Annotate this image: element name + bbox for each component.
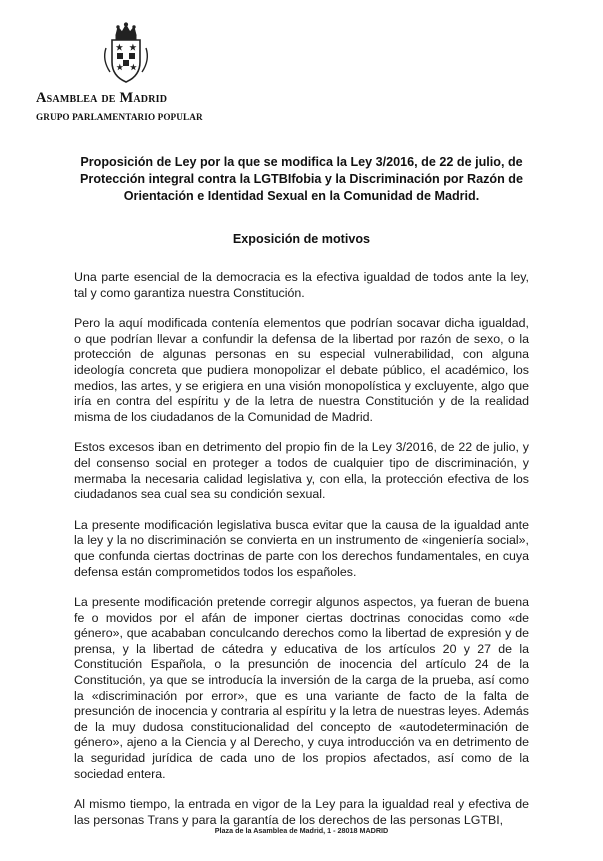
paragraph: Al mismo tiempo, la entrada en vigor de la Ley para la igualdad real y efectiva de las personas Trans y para la garantía de los derechos de las personas LGTBI, (74, 797, 529, 827)
paragraph: Estos excesos iban en detrimento del propio fin de la Ley 3/2016, de 22 de julio, y del consenso social en proteger a todos de cualquier tipo de discriminación, y mermaba la necesaria calidad legislativa y, con ella, la protección efectiva de los ciudadanos sea cual sea su condición sexual. (74, 440, 529, 502)
group-name: GRUPO PARLAMENTARIO POPULAR (36, 112, 203, 122)
org-name: Asamblea de Madrid (36, 90, 168, 106)
section-title: Exposición de motivos (232, 232, 371, 246)
paragraph: Pero la aquí modificada contenía elementos que podrían socavar dicha igualdad, o que podrían llevar a confundir la defensa de la libertad por razón de sexo, o la protección de algunas personas en su especial vulnerabilidad, con alguna ideología concreta que pudiera monopolizar el debate público, el académico, los medios, las artes, y se erigiera en una visión monopolística y excluyente, algo que iría en contra del espíritu y de la letra de nuestra Constitución y de la realidad misma de los ciudadanos de la Comunidad de Madrid. (74, 316, 529, 424)
paragraph: Una parte esencial de la democracia es la efectiva igualdad de todos ante la ley, tal y como garantiza nuestra Constitución. (74, 270, 529, 300)
coat-of-arms-icon (96, 22, 156, 86)
footer-address: Plaza de la Asamblea de Madrid, 1 - 28018 MADRID (214, 826, 389, 835)
document-title: Proposición de Ley por la que se modifica la Ley 3/2016, de 22 de julio, de Protección integral contra la LGTBIfobia y la Discriminación por Razón de Orientación e Identidad Sexual en la Comunidad de Madrid. (80, 155, 523, 203)
paragraph: La presente modificación legislativa busca evitar que la causa de la igualdad ante la ley y la no discriminación se convierta en un instrumento de «ingeniería social», que confunda ciertas doctrinas de parte con los derechos fundamentales, en cuya defensa están comprometidos todos los españoles. (74, 517, 529, 579)
document-body (74, 270, 529, 843)
letterhead (0, 0, 603, 130)
paragraph: La presente modificación pretende corregir algunos aspectos, ya fueran de buena fe o movidos por el afán de imponer ciertas doctrinas conocidas como «de género», que acababan conculcando derechos como la libertad de expresión y de prensa, y la libertad de cátedra y educativa de los artículos 20 y 27 de la Constitución Española, o la presunción de inocencia del artículo 24 de la Constitución, ya que se introducía la inversión de la carga de la prueba, así como la «discriminación por error», que es una variante de facto de la falta de presunción de inocencia y contraria al espíritu y la letra de nuestras leyes. Además de la muy dudosa constitucionalidad del concepto de «autodeterminación de género», ajeno a la Ciencia y al Derecho, y cuya introducción va en detrimento de la seguridad jurídica de cada uno de los propios afectados, así como de la sociedad entera. (74, 595, 529, 781)
